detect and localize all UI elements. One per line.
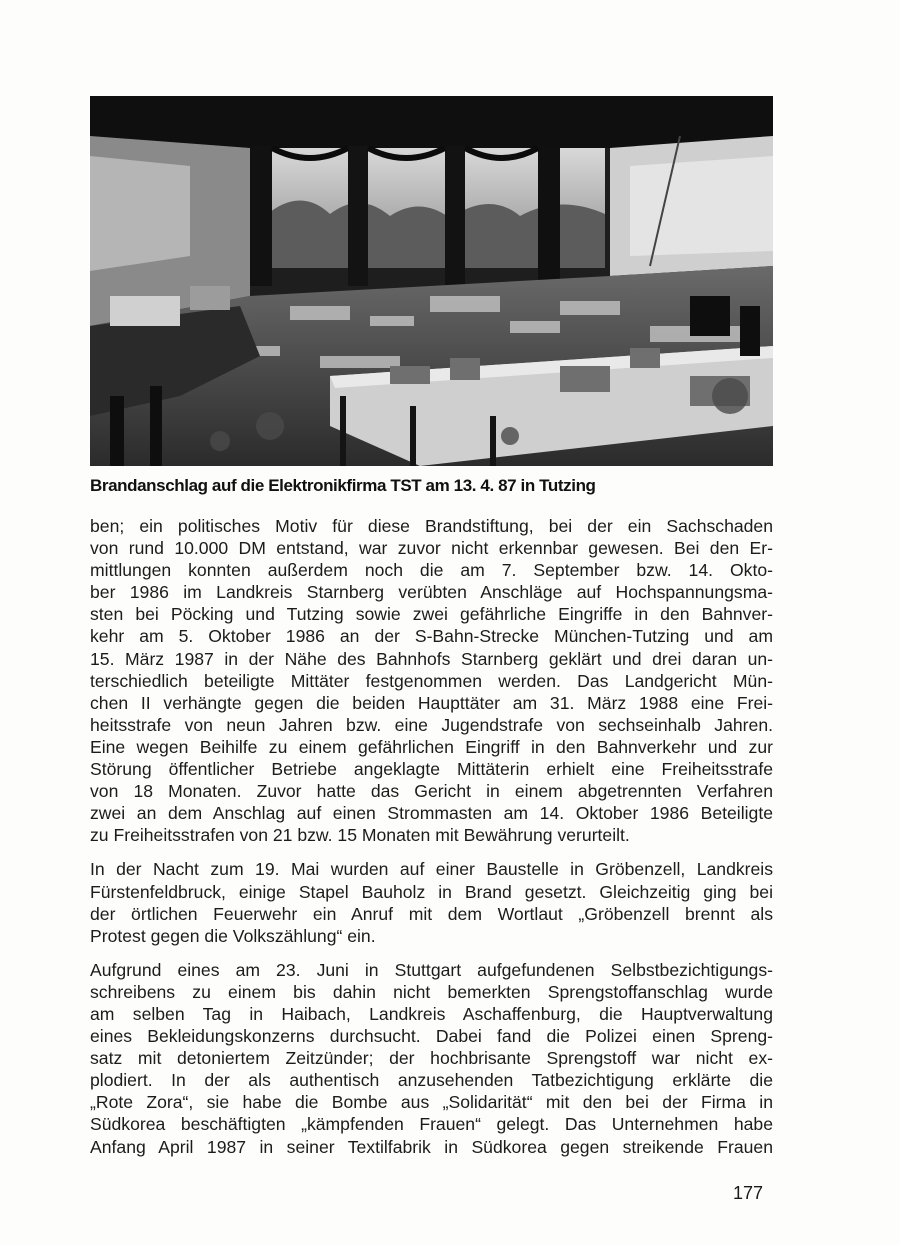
text-line: Anfang April 1987 in seiner Textilfabrik in Südkorea gegen streikende Frauen <box>90 1136 773 1157</box>
text-line: Aufgrund eines am 23. Juni in Stuttgart aufgefundenen Selbstbezichtigungs- <box>90 959 773 980</box>
text-line: kehr am 5. Oktober 1986 an der S-Bahn-Strecke München-Tutzing und am <box>90 626 773 647</box>
text-line: der örtlichen Feuerwehr ein Anruf mit dem Wortlaut „Gröbenzell brennt als <box>90 903 773 924</box>
body-text <box>90 515 773 1170</box>
text-line: sten bei Pöcking und Tutzing sowie zwei gefährliche Eingriffe in den Bahnver- <box>90 604 773 625</box>
text-line: In der Nacht zum 19. Mai wurden auf einer Baustelle in Gröbenzell, Landkreis <box>90 859 773 880</box>
text-line: Fürstenfeldbruck, einige Stapel Bauholz in Brand gesetzt. Gleichzeitig ging bei <box>90 881 773 902</box>
text-line: terschiedlich beteiligte Mittäter festgenommen werden. Das Landgericht Mün- <box>90 670 773 691</box>
text-line: Südkorea beschäftigten „kämpfenden Frauen“ gelegt. Das Unternehmen habe <box>90 1114 773 1135</box>
text-line: zu Freiheitsstrafen von 21 bzw. 15 Monaten mit Bewährung verurteilt. <box>90 825 630 846</box>
text-line: heitsstrafe von neun Jahren bzw. eine Jugendstrafe von sechseinhalb Jahren. <box>90 714 773 735</box>
text-line: plodiert. In der als authentisch anzusehenden Tatbezichtigung erklärte die <box>90 1070 773 1091</box>
text-line: Eine wegen Beihilfe zu einem gefährlichen Eingriff in den Bahnverkehr und zur <box>90 736 773 757</box>
text-line: schreibens zu einem bis dahin nicht bemerkten Sprengstoffanschlag wurde <box>90 981 773 1002</box>
text-line: zwei an dem Anschlag auf einen Strommasten am 14. Oktober 1986 Beteiligte <box>90 803 773 824</box>
text-line: eines Bekleidungskonzerns durchsucht. Dabei fand die Polizei einen Spreng- <box>90 1026 773 1047</box>
paragraph-3 <box>90 959 773 1158</box>
burned-office-image <box>90 96 773 466</box>
text-line: von rund 10.000 DM entstand, war zuvor nicht erkennbar gewesen. Bei den Er- <box>90 538 773 559</box>
text-line: mittlungen konnten außerdem noch die am 7. September bzw. 14. Okto- <box>90 560 773 581</box>
text-line: Störung öffentlicher Betriebe angeklagte Mittäterin erhielt eine Freiheitsstrafe <box>90 759 773 780</box>
fire-damage-photo <box>90 96 773 466</box>
paragraph-1 <box>90 515 773 846</box>
text-line: ber 1986 im Landkreis Starnberg verübten Anschläge auf Hochspannungsma- <box>90 582 773 603</box>
figure-caption: Brandanschlag auf die Elektronikfirma TST am 13. 4. 87 in Tutzing <box>90 476 596 495</box>
text-line: 15. März 1987 in der Nähe des Bahnhofs Starnberg geklärt und drei daran un- <box>90 648 773 669</box>
text-line: ben; ein politisches Motiv für diese Brandstiftung, bei der ein Sachschaden <box>90 516 773 536</box>
text-line: satz mit detoniertem Zeitzünder; der hochbrisante Sprengstoff war nicht ex- <box>90 1048 773 1069</box>
paragraph-2 <box>90 858 773 946</box>
page-number: 177 <box>733 1183 764 1203</box>
text-line: chen II verhängte gegen die beiden Haupttäter am 31. März 1988 eine Frei- <box>90 692 773 713</box>
text-line: „Rote Zora“, sie habe die Bombe aus „Solidarität“ mit den bei der Firma in <box>90 1092 773 1113</box>
text-line: von 18 Monaten. Zuvor hatte das Gericht in einem abgetrennten Verfahren <box>90 781 773 802</box>
text-line: am selben Tag in Haibach, Landkreis Aschaffenburg, die Hauptverwaltung <box>90 1003 773 1024</box>
text-line: Protest gegen die Volkszählung“ ein. <box>90 925 376 946</box>
